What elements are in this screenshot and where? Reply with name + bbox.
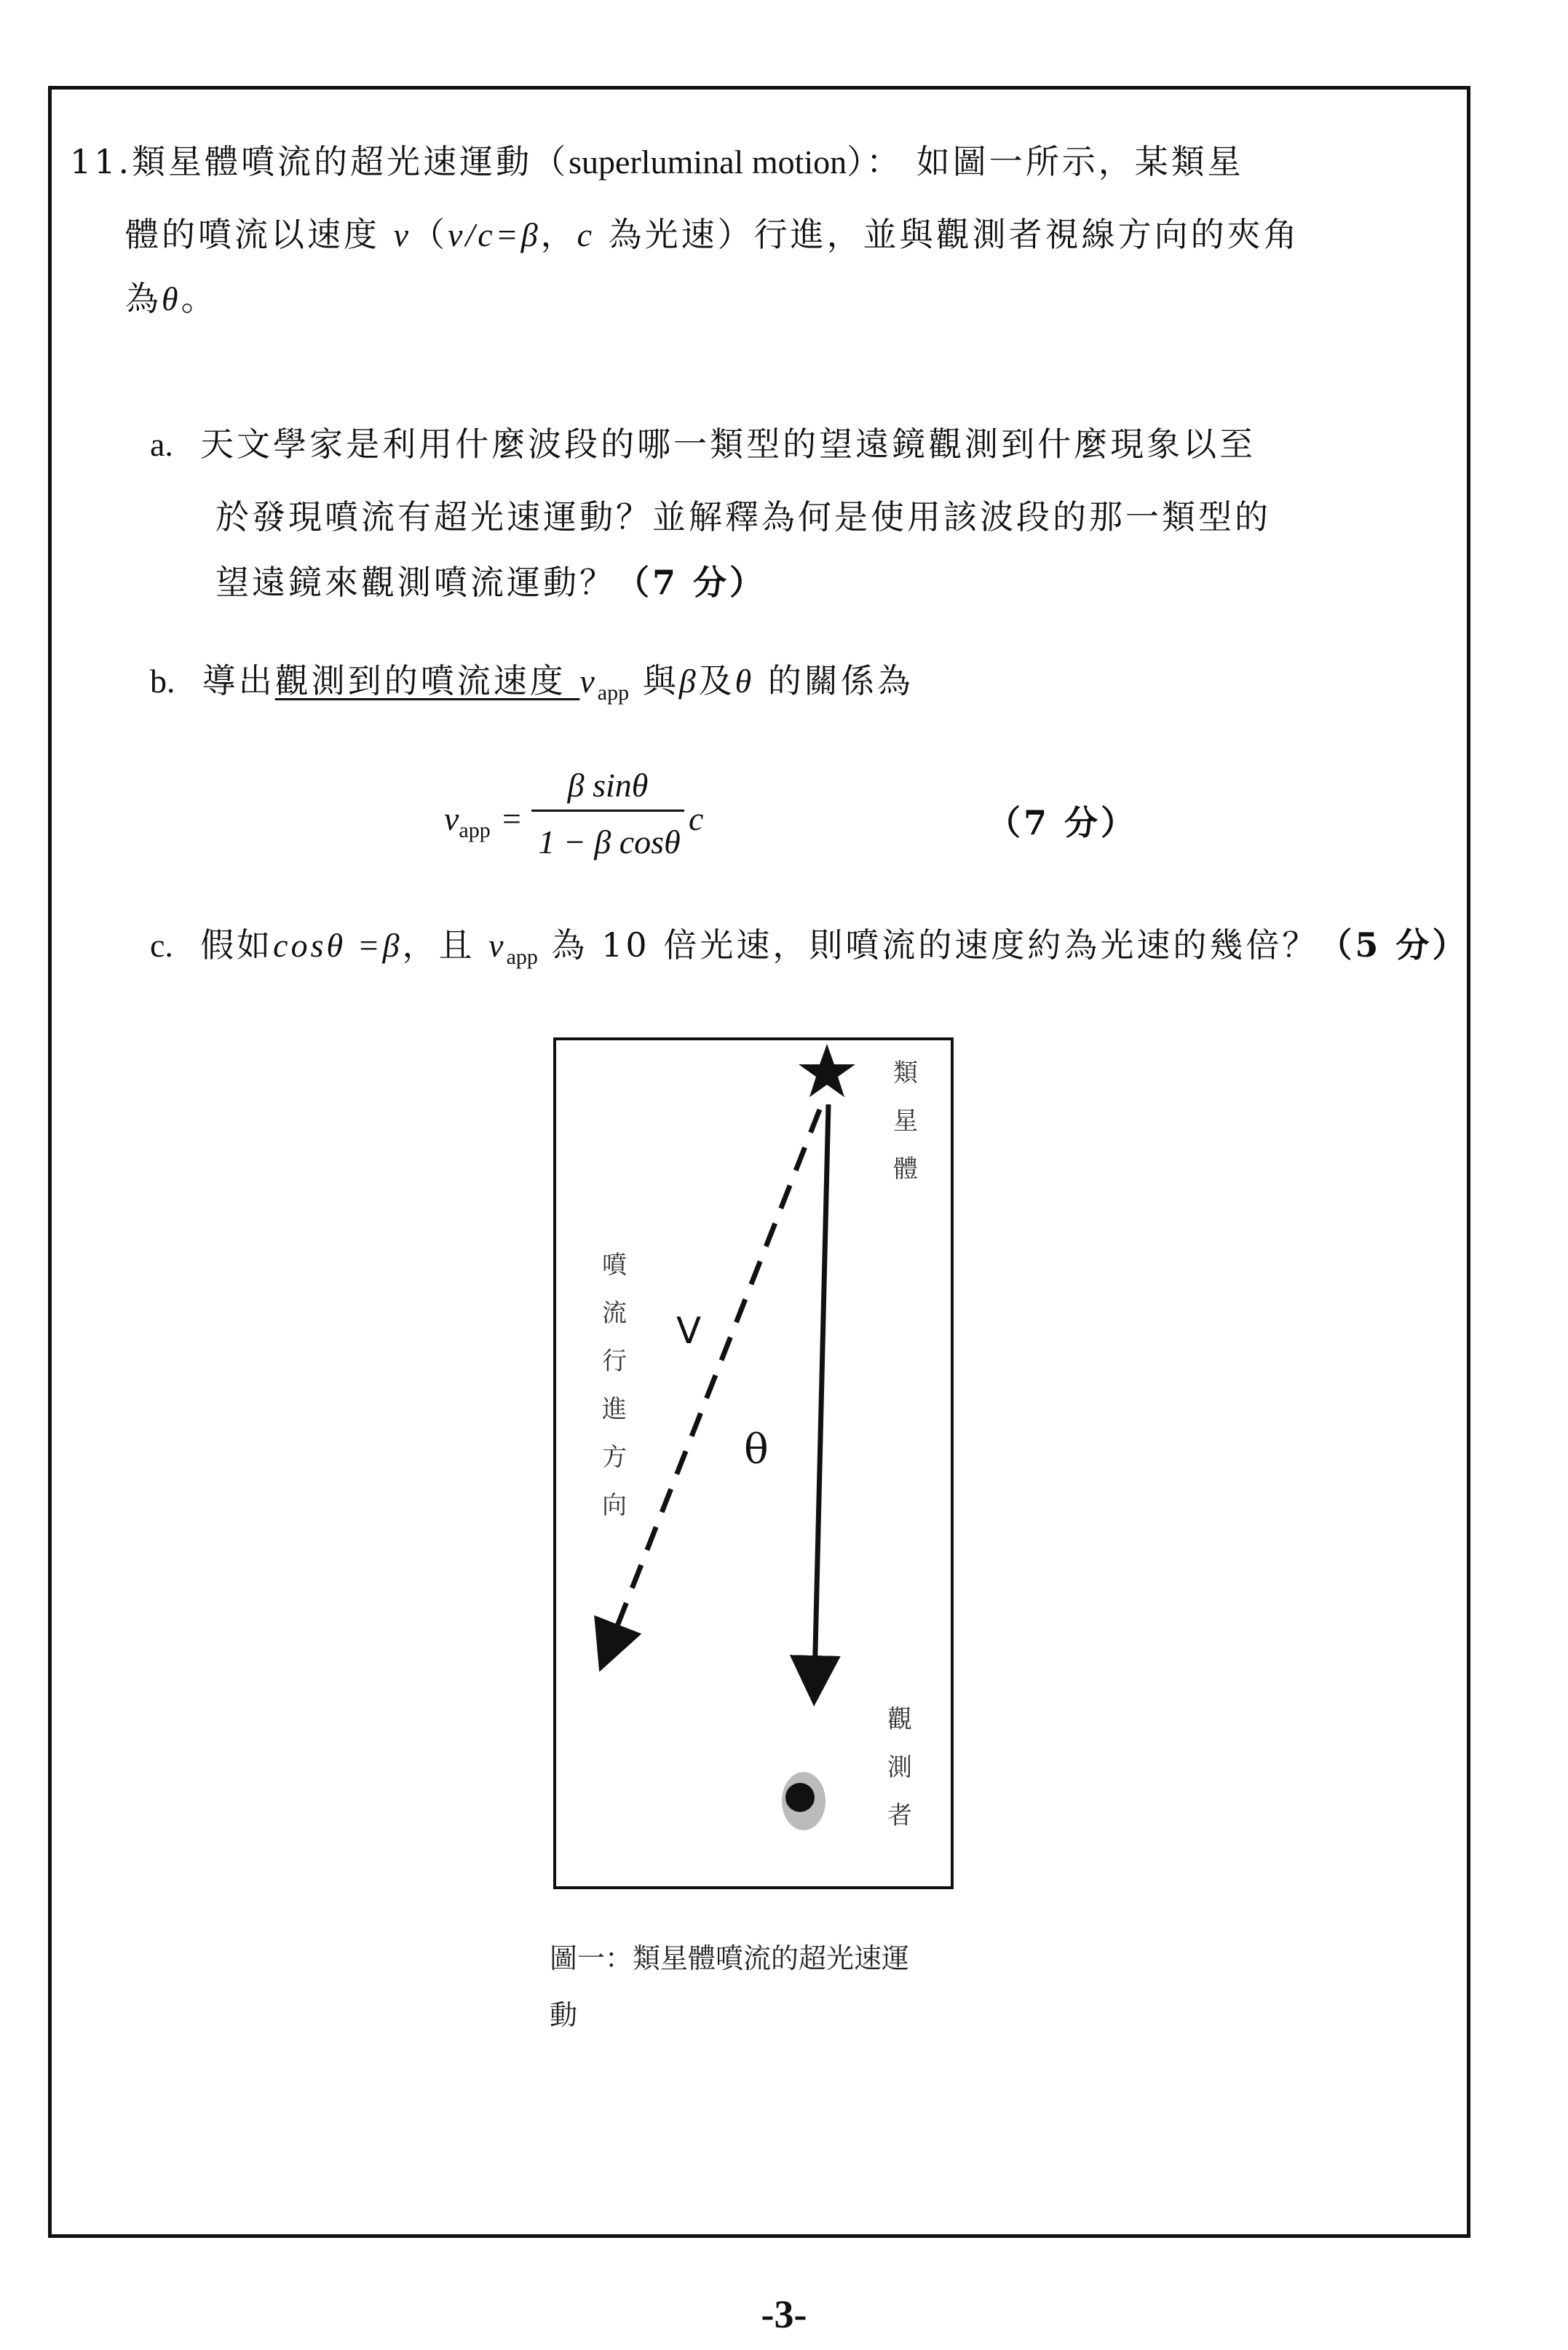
fraction-bar xyxy=(531,810,684,812)
question-line-1: 11.類星體噴流的超光速運動（superluminal motion）： 如圖一所示，某類星 xyxy=(70,142,1244,181)
figure-caption-line-2: 動 xyxy=(550,1999,578,2031)
part-c-line: c. 假如cosθ =β，且 $v_{app}$ 為 10 倍光速，則噴流的速度約為光速的幾倍？（5 分） xyxy=(150,925,1469,969)
part-c-label: c. xyxy=(150,927,173,964)
question-line-2: 體的噴流以速度 v（v/c=β，c 為光速）行進，並與觀測者視線方向的夾角 xyxy=(125,215,1300,254)
question-number: 11. xyxy=(70,142,132,181)
part-a-score: （7 分） xyxy=(616,563,767,602)
angle-label: θ xyxy=(744,1426,769,1473)
formula-numerator: β sinθ xyxy=(567,767,649,804)
quasar-star-icon xyxy=(799,1044,855,1097)
jet-direction-arrow xyxy=(609,1109,820,1648)
figure-caption-line-1: 圖一：類星體噴流的超光速運 xyxy=(550,1942,910,1974)
jet-direction-label: 噴 流 行 進 方 向 xyxy=(602,1251,627,1520)
line-of-sight-arrow xyxy=(815,1104,828,1681)
english-term: superluminal motion xyxy=(569,143,847,181)
part-c-score: （5 分） xyxy=(1318,925,1469,965)
part-b-line: b. 導出觀測到的噴流速度 $v_{app}$ 與β及θ 的關係為 xyxy=(150,661,914,705)
quasar-figure xyxy=(553,1037,954,1889)
underlined-phrase: 觀測到的噴流速度 xyxy=(274,661,580,700)
part-a-line-2: 於發現噴流有超光速運動？並解釋為何是使用該波段的那一類型的 xyxy=(215,497,1271,537)
formula-denominator: 1 − β cosθ xyxy=(538,823,681,861)
page-number: -3- xyxy=(761,2292,807,2336)
question-line-3: 為θ。 xyxy=(125,279,218,318)
quasar-label: 類 星 體 xyxy=(893,1059,918,1184)
velocity-label: V xyxy=(676,1310,702,1352)
part-a-line-3: 望遠鏡來觀測噴流運動？（7 分） xyxy=(215,563,767,602)
observer-label: 觀 測 者 xyxy=(887,1705,912,1830)
part-a-label: a. xyxy=(150,426,173,463)
part-b-score: （7 分） xyxy=(987,803,1138,842)
part-b-label: b. xyxy=(150,662,175,700)
part-a-line-1: a. 天文學家是利用什麼波段的哪一類型的望遠鏡觀測到什麼現象以至 xyxy=(150,424,1256,464)
